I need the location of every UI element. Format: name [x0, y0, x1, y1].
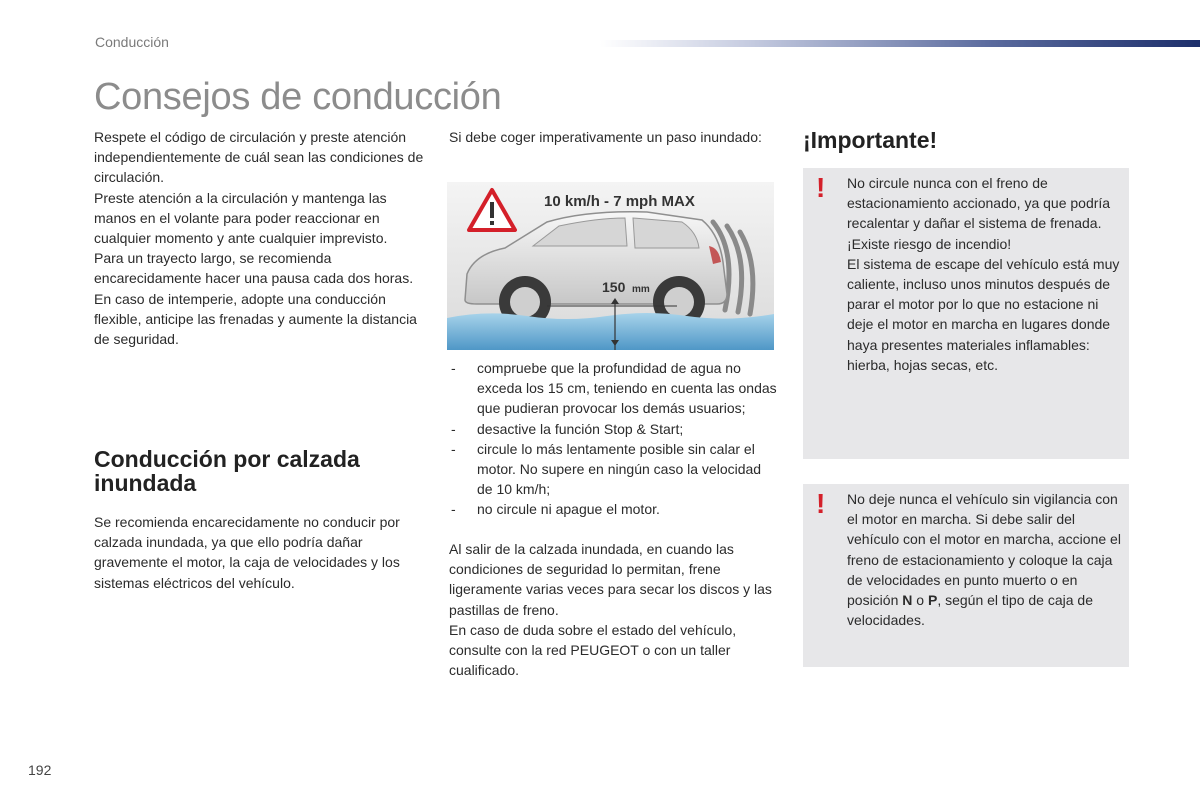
section-label: Conducción	[95, 34, 169, 50]
list-item-text: desactive la función Stop & Start;	[477, 420, 684, 437]
flooded-road-illustration	[447, 182, 774, 350]
speed-limit-label: 10 km/h - 7 mph MAX	[544, 193, 695, 210]
flooded-road-paragraph: Se recomienda encarecidamente no conducir por calzada inundada, ya que ello podría dañar gravemente el motor, la caja de velocidades y los sistemas eléctricos del vehículo.	[94, 514, 400, 591]
list-item-text: compruebe que la profundidad de agua no exceda los 15 cm, teniendo en cuenta las ondas que pudieran provocar los demás usuarios;	[477, 360, 777, 417]
depth-unit: mm	[632, 284, 650, 295]
list-item	[449, 439, 779, 500]
bullet-marker: -	[451, 440, 456, 457]
depth-value: 150	[602, 279, 626, 295]
list-item	[449, 358, 779, 419]
warning-text	[847, 489, 1127, 630]
driving-tips-text	[94, 127, 424, 349]
exclamation-icon: !	[816, 488, 826, 519]
warning-text	[847, 173, 1127, 375]
paragraph: En caso de duda sobre el estado del vehículo, consulte con la red PEUGEOT o con un taller cualificado.	[449, 621, 737, 679]
exclamation-icon: !	[816, 172, 826, 203]
text-run: o	[912, 592, 928, 609]
bullet-marker: -	[451, 360, 456, 376]
page-number: 192	[28, 762, 52, 778]
list-item-text: no circule ni apague el motor.	[477, 501, 660, 518]
flood-intro: Si debe coger imperativamente un paso inundado:	[449, 129, 762, 145]
flooded-road-heading: Conducción por calzada inundada	[94, 446, 360, 496]
important-heading: ¡Importante!	[803, 127, 938, 153]
list-item-text: circule lo más lentamente posible sin calar el motor. No supere en ningún caso la velocidad de 10 km/h;	[477, 440, 762, 498]
after-flood-text	[449, 539, 779, 680]
header-bar	[600, 40, 1200, 47]
page-title: Consejos de conducción	[94, 76, 502, 118]
paragraph: Preste atención a la circulación y mantenga las manos en el volante para poder reaccionar en cualquier momento y ante cualquier imprevisto.	[94, 189, 388, 247]
paragraph: No circule nunca con el freno de estacionamiento accionado, ya que podría recalentar y dañar el sistema de frenada.	[847, 175, 1111, 232]
list-item	[449, 419, 779, 439]
gear-position-park: P	[927, 592, 938, 609]
paragraph: Para un trayecto largo, se recomienda encarecidamente hacer una pausa cada dos horas.	[94, 250, 414, 287]
paragraph: El sistema de escape del vehículo está muy caliente, incluso unos minutos después de parar el motor por lo que no estacione ni deje el motor en marcha en lugares donde haya presentes materiales inflamables: hierba, hojas secas, etc.	[847, 255, 1120, 373]
text-run: No deje nunca el vehículo sin vigilancia con el motor en marcha. Si debe salir del vehículo con el motor en marcha, accione el freno de estacionamiento y coloque la caja de velocidades en punto muerto o en posición	[847, 491, 1121, 609]
flood-checklist	[449, 358, 779, 520]
gear-position-neutral: N	[902, 592, 913, 609]
paragraph: Al salir de la calzada inundada, en cuando las condiciones de seguridad lo permitan, frene ligeramente varias veces para secar los discos y las pastillas de freno.	[449, 541, 772, 618]
text-run: , según el tipo de caja de velocidades.	[847, 592, 1093, 629]
bullet-marker: -	[451, 501, 456, 518]
list-item	[449, 499, 779, 519]
warning-box	[803, 168, 1129, 459]
paragraph: Respete el código de circulación y preste atención independientemente de cuál sean las condiciones de circulación.	[94, 129, 424, 186]
bullet-marker: -	[451, 420, 456, 437]
warning-box	[803, 484, 1129, 667]
paragraph: ¡Existe riesgo de incendio!	[847, 235, 1012, 252]
paragraph: En caso de intemperie, adopte una conducción flexible, anticipe las frenadas y aumente la distancia de seguridad.	[94, 290, 417, 348]
